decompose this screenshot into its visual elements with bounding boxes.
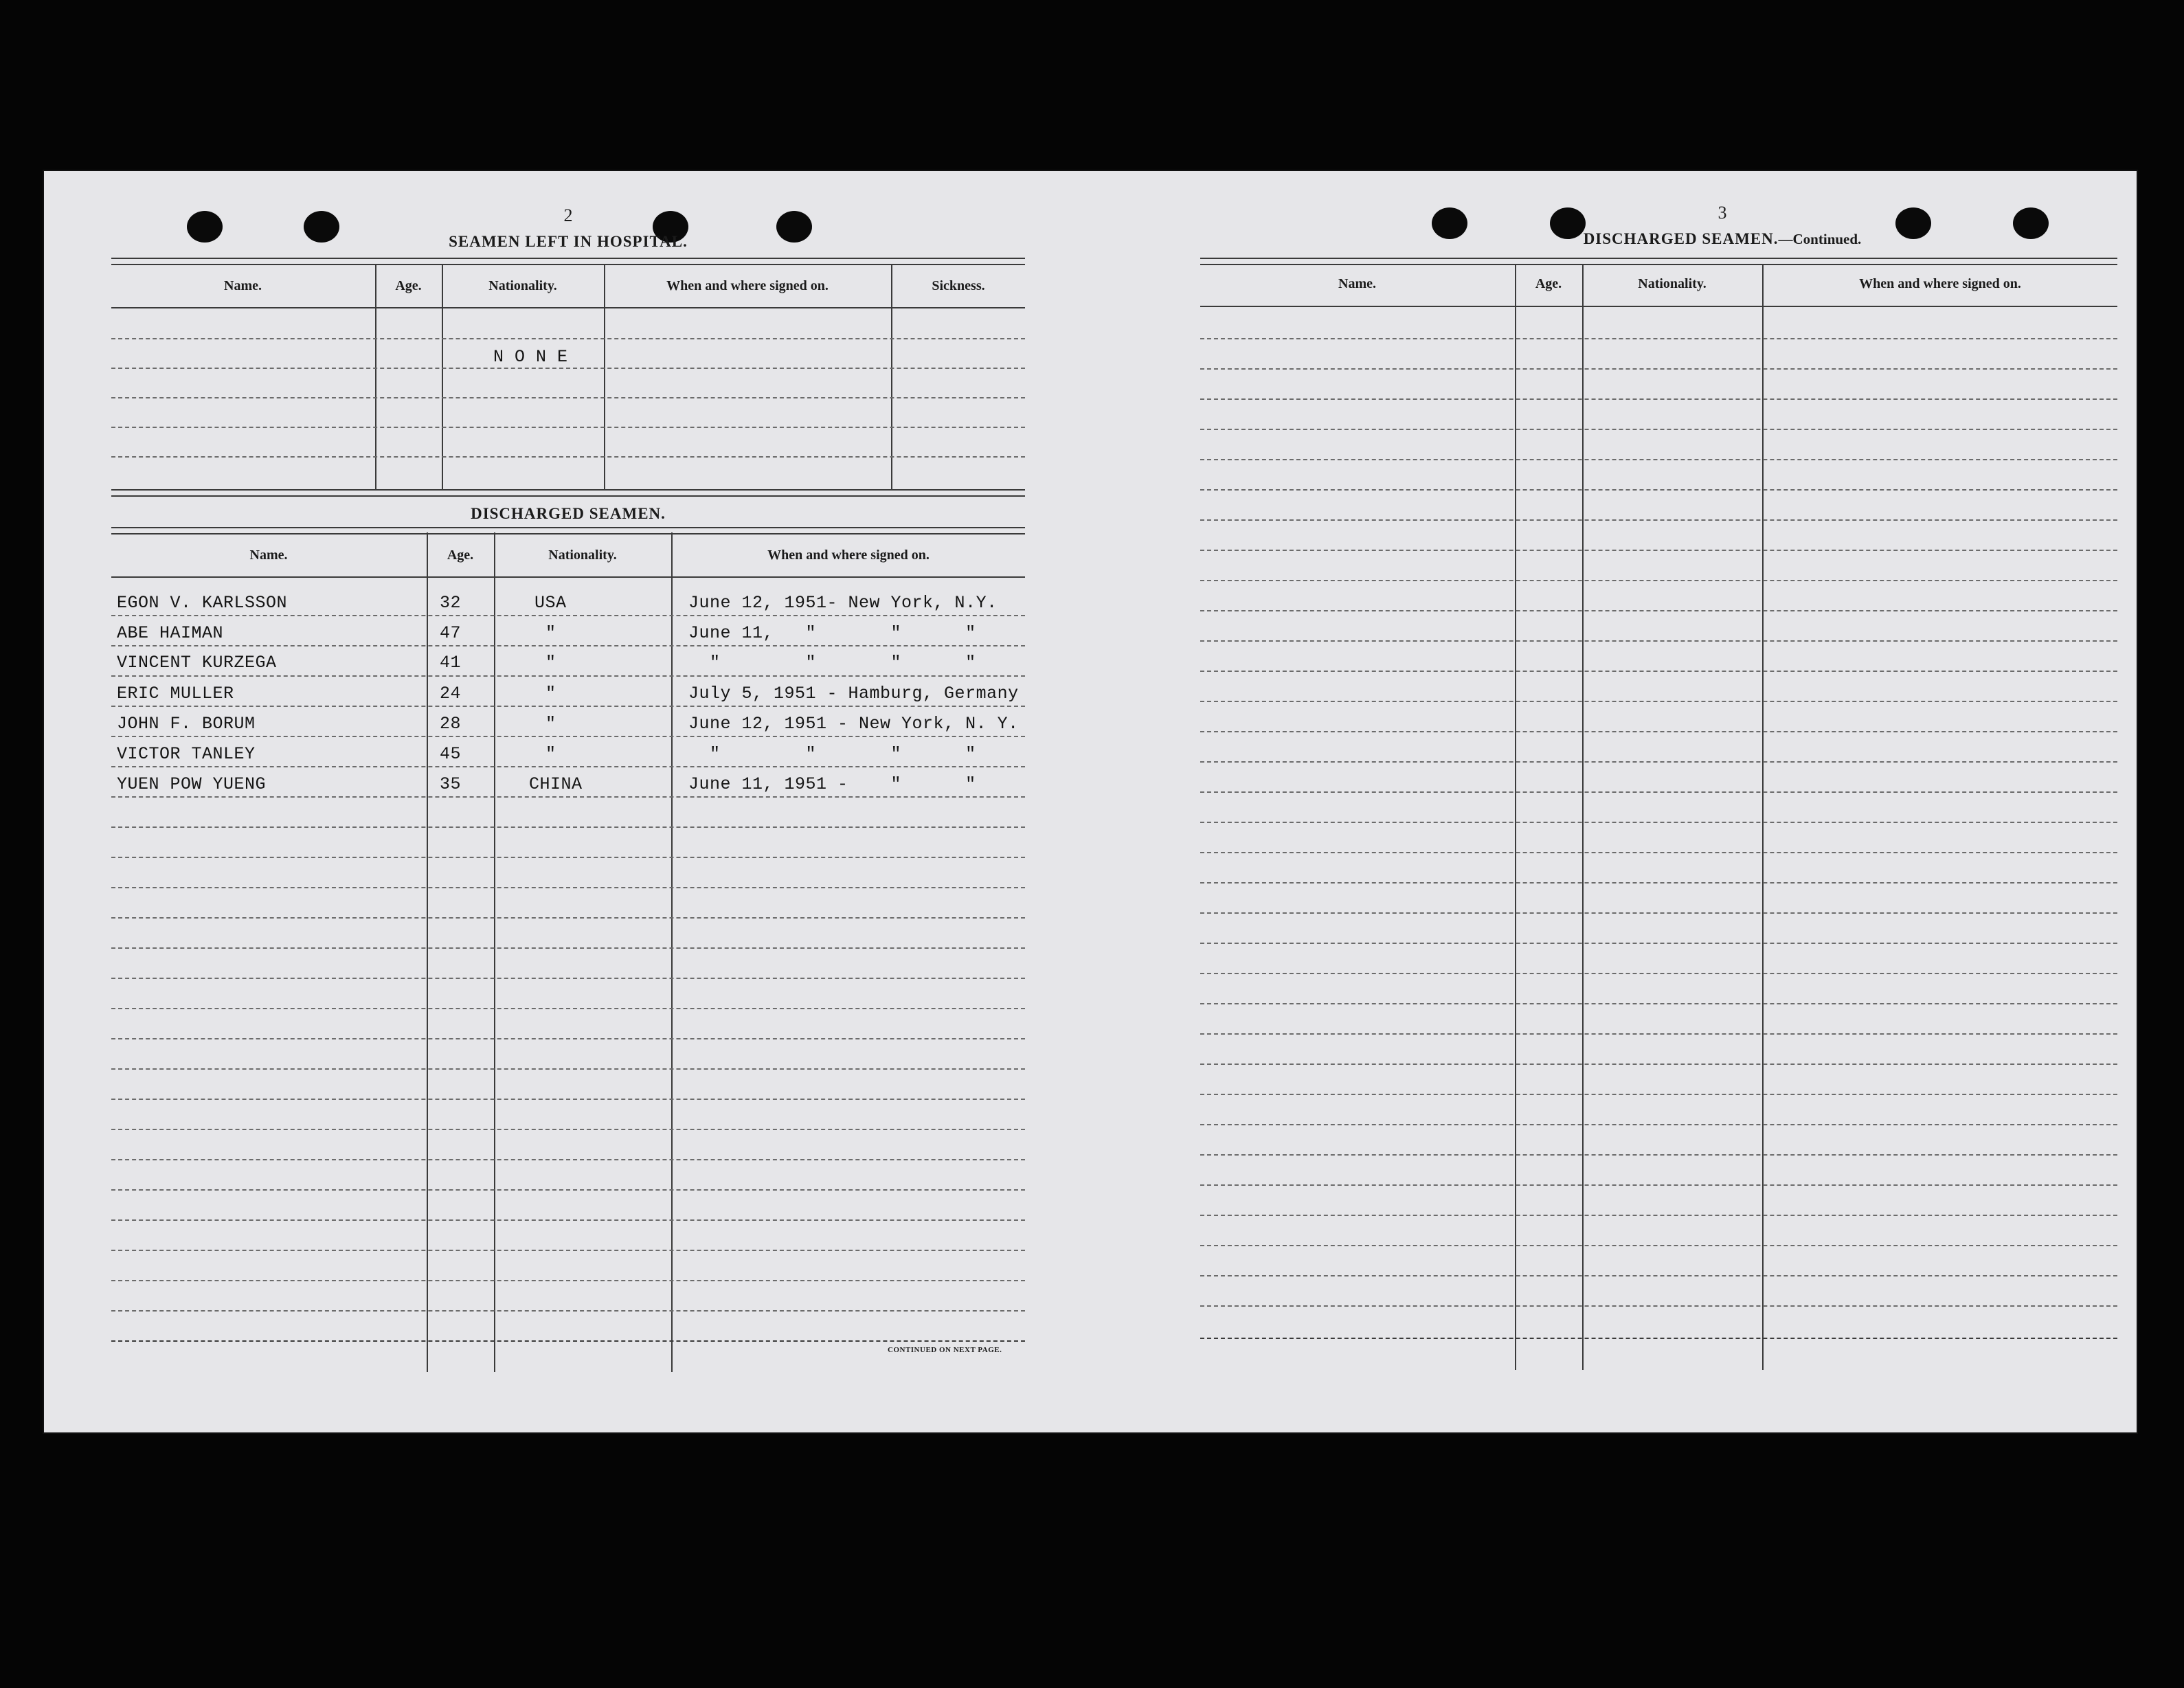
ruled-line: [1200, 338, 2117, 339]
seaman-nationality: ": [545, 653, 556, 673]
ruled-line: [1200, 1184, 2117, 1186]
seaman-signed-on: June 12, 1951- New York, N.Y.: [688, 593, 998, 613]
ruled-line: [1200, 943, 2117, 944]
seaman-name: JOHN F. BORUM: [117, 714, 256, 734]
ruled-line: [1200, 791, 2117, 793]
col-head-signed-on: When and where signed on.: [666, 278, 829, 293]
col-head-nationality: Nationality.: [488, 278, 557, 293]
continued-note: CONTINUED ON NEXT PAGE.: [888, 1346, 1002, 1354]
col-head-age: Age.: [395, 278, 422, 293]
ruled-line: [1200, 701, 2117, 702]
ruled-line: [1200, 1124, 2117, 1125]
ruled-line: [1200, 640, 2117, 642]
col-head-age: Age.: [1535, 276, 1562, 291]
ruled-line: [111, 1250, 1025, 1251]
ruled-line: [111, 615, 1025, 616]
ruled-line: [111, 338, 1025, 339]
ruled-line: [111, 675, 1025, 677]
ruled-line: [1200, 1154, 2117, 1156]
ruled-line: [111, 736, 1025, 737]
ruled-line: [1200, 912, 2117, 914]
ruled-line: [1200, 761, 2117, 763]
ruled-line: [111, 1280, 1025, 1281]
seaman-age: 47: [440, 623, 462, 643]
ruled-line: [1200, 1094, 2117, 1095]
seaman-nationality: ": [545, 714, 556, 734]
seaman-nationality: ": [545, 684, 556, 704]
ruled-line: [1200, 489, 2117, 491]
seaman-age: 28: [440, 714, 462, 734]
ruled-line: [1200, 580, 2117, 581]
header-underline: [1200, 306, 2117, 307]
seaman-signed-on: June 12, 1951 - New York, N. Y.: [688, 714, 1019, 734]
ruled-line: [1200, 1215, 2117, 1216]
column-divider: [891, 264, 892, 489]
col-head-nationality: Nationality.: [548, 548, 617, 563]
col-head-signed-on: When and where signed on.: [1859, 276, 2021, 291]
header-rule: [1200, 258, 2117, 265]
seaman-signed-on: June 11, " " ": [688, 623, 976, 643]
ruled-line: [111, 1159, 1025, 1160]
right-page: [1156, 170, 2117, 1434]
seaman-nationality: USA: [534, 593, 567, 613]
ruled-line: [111, 1219, 1025, 1221]
column-divider: [671, 532, 673, 1372]
right-title-main: DISCHARGED SEAMEN.: [1583, 230, 1779, 247]
ruled-line: [111, 706, 1025, 707]
ruled-line: [111, 887, 1025, 888]
column-divider: [494, 532, 495, 1372]
seaman-age: 45: [440, 744, 462, 764]
seaman-name: VICTOR TANLEY: [117, 744, 256, 764]
footer-rule: [111, 1340, 1025, 1342]
seaman-signed-on: " " " ": [688, 744, 976, 764]
ruled-line: [1200, 973, 2117, 974]
ruled-line: [111, 947, 1025, 949]
ruled-line: [1200, 731, 2117, 732]
ruled-line: [111, 857, 1025, 858]
ruled-line: [1200, 368, 2117, 370]
ruled-line: [111, 1008, 1025, 1009]
ruled-line: [111, 397, 1025, 398]
seaman-name: VINCENT KURZEGA: [117, 653, 277, 673]
footer-rule: [1200, 1338, 2117, 1339]
seaman-name: EGON V. KARLSSON: [117, 593, 288, 613]
left-page: [111, 170, 1025, 1434]
ruled-line: [111, 1129, 1025, 1130]
section-rule: [111, 489, 1025, 497]
ruled-line: [1200, 852, 2117, 853]
header-rule: [111, 258, 1025, 265]
ruled-line: [111, 427, 1025, 428]
ruled-line: [1200, 519, 2117, 521]
ruled-line: [1200, 1305, 2117, 1307]
ruled-line: [111, 645, 1025, 646]
col-head-signed-on: When and where signed on.: [767, 548, 930, 563]
ruled-line: [111, 1038, 1025, 1039]
discharged-section-title: DISCHARGED SEAMEN.: [471, 505, 666, 522]
section-rule: [111, 527, 1025, 534]
ruled-line: [111, 1310, 1025, 1312]
ruled-line: [1200, 550, 2117, 551]
col-head-sickness: Sickness.: [932, 278, 985, 293]
ruled-line: [1200, 1003, 2117, 1004]
col-head-nationality: Nationality.: [1638, 276, 1707, 291]
ruled-line: [1200, 1064, 2117, 1065]
ruled-line: [111, 368, 1025, 369]
ruled-line: [111, 1189, 1025, 1191]
column-divider: [427, 532, 428, 1372]
ruled-line: [111, 1099, 1025, 1100]
hospital-entry-none: N O N E: [493, 347, 568, 367]
column-divider: [375, 264, 376, 489]
ruled-line: [111, 1068, 1025, 1070]
seaman-age: 24: [440, 684, 462, 704]
ruled-line: [111, 796, 1025, 798]
col-head-name: Name.: [249, 548, 288, 563]
seaman-signed-on: June 11, 1951 - " ": [688, 774, 976, 794]
column-divider: [442, 264, 443, 489]
ruled-line: [111, 978, 1025, 979]
ruled-line: [1200, 671, 2117, 672]
ruled-line: [1200, 1275, 2117, 1276]
seaman-signed-on: " " " ": [688, 653, 976, 673]
ruled-line: [1200, 459, 2117, 460]
ruled-line: [1200, 1245, 2117, 1246]
page-number: 3: [1718, 203, 1727, 223]
ruled-line: [111, 456, 1025, 458]
seaman-name: ERIC MULLER: [117, 684, 234, 704]
page-number: 2: [563, 205, 573, 225]
right-section-title: [1327, 230, 2117, 248]
ruled-line: [1200, 882, 2117, 884]
ruled-line: [111, 826, 1025, 828]
ruled-line: [1200, 822, 2117, 823]
ruled-line: [1200, 1033, 2117, 1035]
col-head-name: Name.: [1338, 276, 1376, 291]
seaman-nationality: ": [545, 744, 556, 764]
ruled-line: [1200, 398, 2117, 400]
seaman-nationality: CHINA: [529, 774, 583, 794]
seaman-age: 32: [440, 593, 462, 613]
seaman-age: 41: [440, 653, 462, 673]
ruled-line: [111, 766, 1025, 767]
col-head-age: Age.: [447, 548, 474, 563]
seaman-name: YUEN POW YUENG: [117, 774, 267, 794]
document-sheet: [43, 170, 2138, 1434]
column-divider: [604, 264, 605, 489]
right-title-cont: —Continued.: [1778, 231, 1862, 247]
ruled-line: [1200, 610, 2117, 611]
seaman-signed-on: July 5, 1951 - Hamburg, Germany: [688, 684, 1019, 704]
header-underline: [111, 307, 1025, 308]
header-underline: [111, 576, 1025, 578]
ruled-line: [111, 917, 1025, 919]
hospital-section-title: SEAMEN LEFT IN HOSPITAL.: [449, 233, 688, 250]
seaman-nationality: ": [545, 623, 556, 643]
seaman-name: ABE HAIMAN: [117, 623, 224, 643]
col-head-name: Name.: [224, 278, 262, 293]
ruled-line: [1200, 429, 2117, 430]
seaman-age: 35: [440, 774, 462, 794]
